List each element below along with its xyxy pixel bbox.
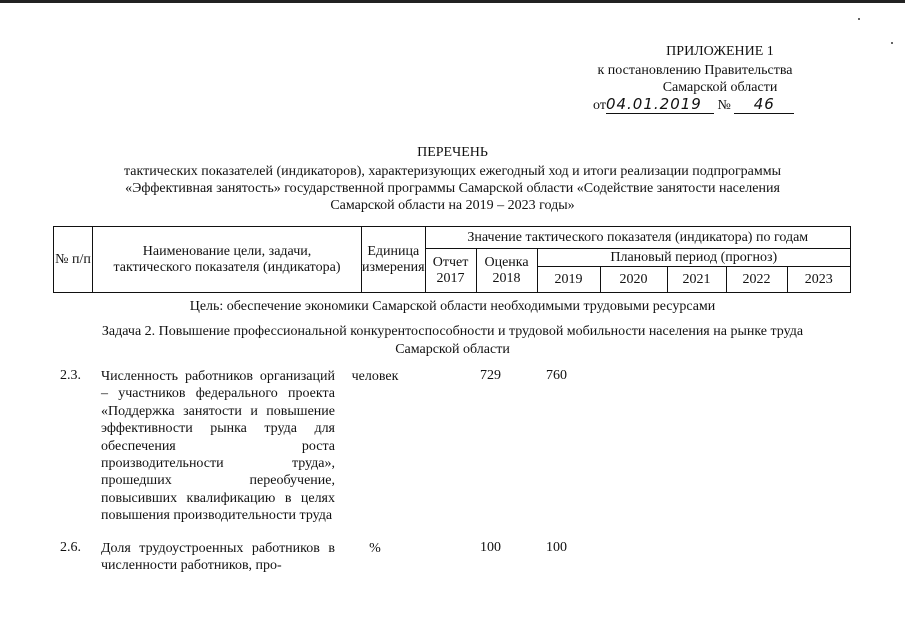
appendix-line-2: Самарской области [662,80,778,95]
col-planned-header: Плановый период (прогноз) [537,249,850,267]
row-unit: человек [351,369,399,384]
date-prefix: от [593,98,606,113]
estimate-year: 2018 [492,270,521,286]
col-name-header: Наименование цели, задачи, тактического показателя (индикатора) [93,227,362,293]
heading-line-3: Самарской области на 2019 – 2023 годы» [330,198,575,213]
row-number: 2.6. [60,540,81,555]
handwritten-number: 46 [734,95,794,114]
year-2022-header: 2022 [726,267,787,293]
page-top-edge [0,0,905,3]
col-estimate-header [476,249,537,293]
task-line-1: Задача 2. Повышение профессиональной конкурентоспособности и трудовой мобильности населения на рынке труда [101,324,804,339]
row-value-2019: 760 [546,368,567,383]
appendix-title: ПРИЛОЖЕНИЕ 1 [666,44,774,59]
estimate-label: Оценка [484,254,529,270]
goal-text: Цель: обеспечение экономики Самарской области необходимыми трудовыми ресурсами [189,299,716,314]
year-2020-header: 2020 [600,267,667,293]
year-2023-header: 2023 [787,267,850,293]
col-unit-header: Единица измерения [362,227,426,293]
row-indicator-name: Доля трудоустроенных работников в численности работников, про- [101,541,335,574]
task-line-2: Самарской области [395,342,510,357]
col-values-header: Значение тактического показателя (индикатора) по годам [425,227,850,249]
report-year: 2017 [436,270,465,286]
row-number: 2.3. [60,368,81,383]
number-prefix: № [717,98,731,113]
year-2021-header: 2021 [667,267,726,293]
document-title: ПЕРЕЧЕНЬ [417,145,488,160]
appendix-date-line [593,95,794,114]
scan-speck [891,42,893,44]
heading-line-1: тактических показателей (индикаторов), характеризующих ежегодный ход и итоги реализации подпрограммы [123,164,782,179]
report-label: Отчет [432,254,469,270]
row-indicator-name: Численность работников организаций – участников федерального проекта «Поддержка занятости и повышение эффективности рынка труда для обеспечения роста производительности труда», прошедших переобучение, повысивших квалификацию в целях повышения производительности труда [101,369,335,524]
year-2019-header: 2019 [537,267,600,293]
row-unit: % [369,541,381,556]
col-num-header: № п/п [54,227,93,293]
scan-speck [858,18,860,20]
appendix-line-1: к постановлению Правительства [597,63,793,78]
indicator-table-header [53,226,851,293]
handwritten-date: 04.01.2019 [606,95,714,114]
row-value-2019: 100 [546,540,567,555]
row-value-2018: 729 [480,368,501,383]
col-report-header [425,249,476,293]
heading-line-2: «Эффективная занятость» государственной программы Самарской области «Содействие занятости населения [125,181,780,196]
row-value-2018: 100 [480,540,501,555]
